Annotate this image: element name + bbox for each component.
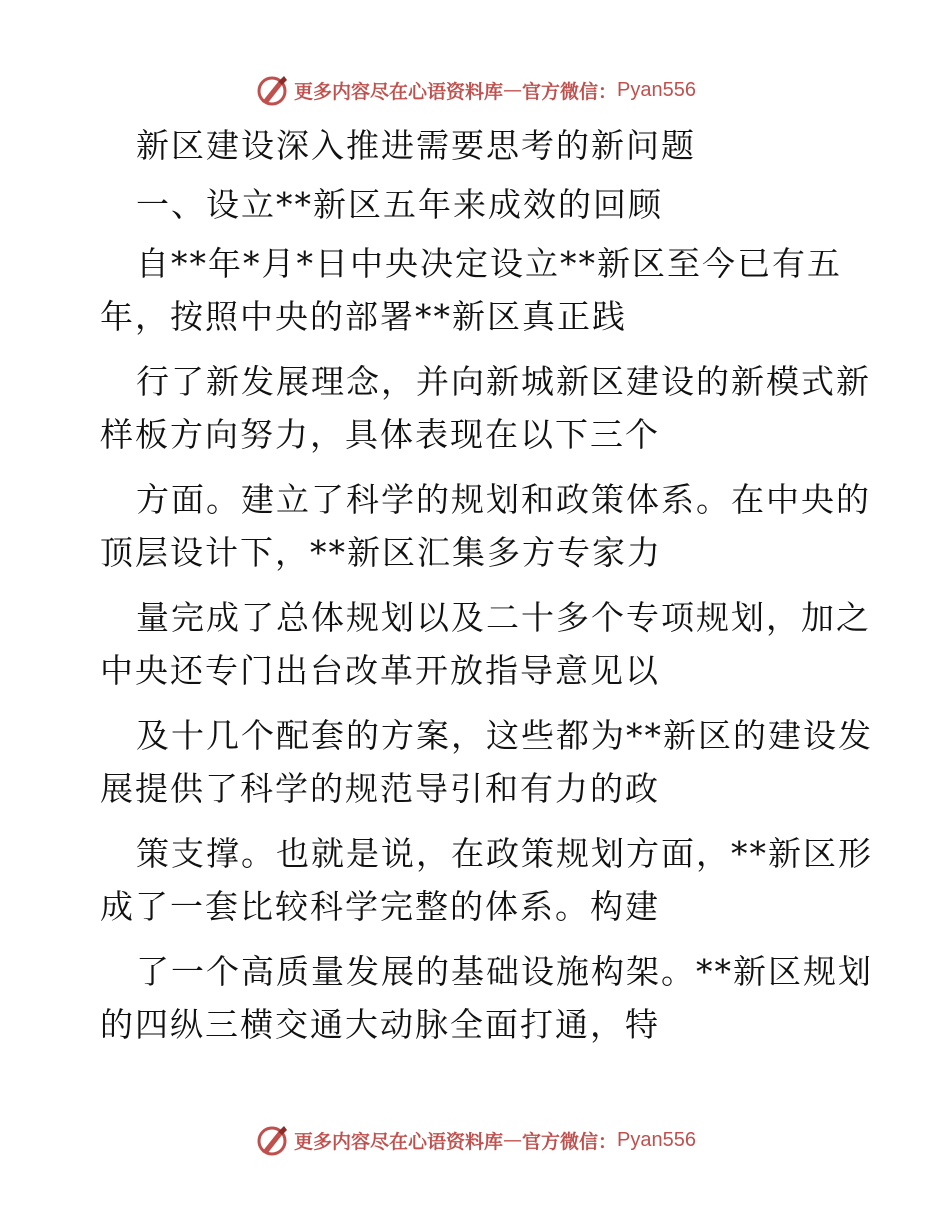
- banner-wechat-id: Pyan556: [617, 1128, 696, 1151]
- section-heading: 一、设立**新区五年来成效的回顾: [136, 185, 663, 224]
- text-line: 样板方向努力，具体表现在以下三个: [100, 415, 660, 454]
- text-line: 年，按照中央的部署**新区真正践: [100, 297, 627, 336]
- text-line: 行了新发展理念，并向新城新区建设的新模式新: [136, 362, 871, 401]
- text-line: 策支撑。也就是说，在政策规划方面，**新区形: [136, 834, 873, 873]
- header-banner: [0, 70, 950, 110]
- banner-text: 更多内容尽在心语资料库: [294, 1130, 504, 1153]
- banner-wechat-label: 官方微信：: [522, 80, 618, 103]
- text-line: 方面。建立了科学的规划和政策体系。在中央的: [136, 480, 871, 519]
- footer-banner: [0, 1120, 950, 1160]
- pen-logo-icon: [254, 1122, 290, 1158]
- text-line: 了一个高质量发展的基础设施构架。**新区规划: [136, 952, 873, 991]
- text-line: 自**年*月*日中央决定设立**新区至今已有五: [136, 244, 842, 283]
- pen-logo-icon: [254, 72, 290, 108]
- text-line: 展提供了科学的规范导引和有力的政: [100, 769, 660, 808]
- text-line: 的四纵三横交通大动脉全面打通，特: [100, 1005, 660, 1044]
- text-line: 量完成了总体规划以及二十多个专项规划，加之: [136, 598, 871, 637]
- text-line: 顶层设计下，**新区汇集多方专家力: [100, 533, 662, 572]
- banner-text: 更多内容尽在心语资料库: [294, 80, 504, 103]
- banner-wechat-label: 官方微信：: [522, 1130, 618, 1153]
- banner-wechat-id: Pyan556: [617, 78, 696, 101]
- text-line: 成了一套比较科学完整的体系。构建: [100, 887, 660, 926]
- document-title: 新区建设深入推进需要思考的新问题: [136, 126, 696, 165]
- text-line: 中央还专门出台改革开放指导意见以: [100, 651, 660, 690]
- banner-separator: —: [503, 79, 523, 101]
- banner-separator: —: [503, 1129, 523, 1151]
- text-line: 及十几个配套的方案，这些都为**新区的建设发: [136, 716, 873, 755]
